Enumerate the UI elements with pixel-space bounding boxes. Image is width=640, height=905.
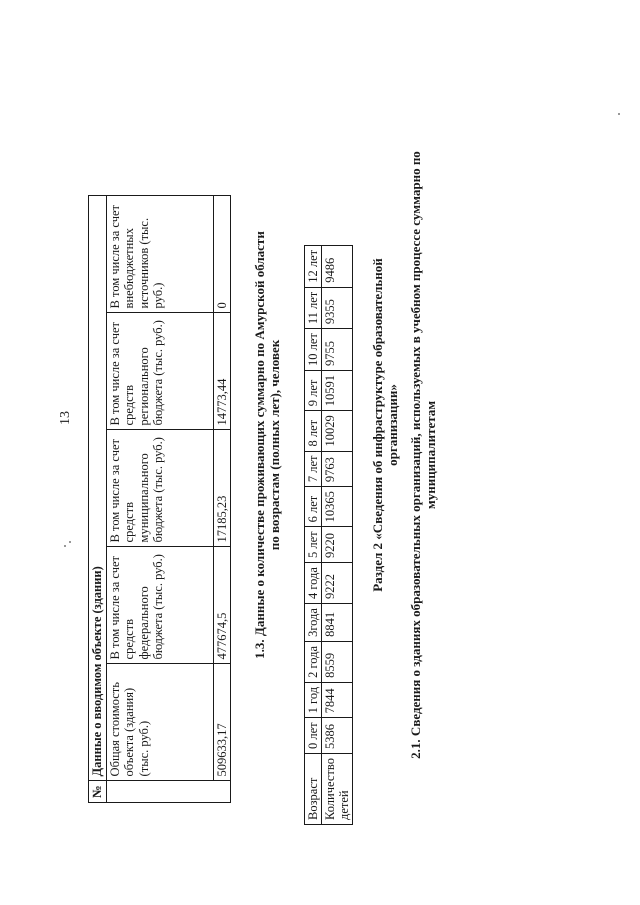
value-cell: 17185,23 bbox=[213, 430, 231, 547]
age-cell: 8 лет bbox=[305, 411, 322, 451]
count-cell: 8841 bbox=[322, 604, 353, 642]
heading-line: муниципалитетам bbox=[423, 400, 438, 510]
column-header: В том числе за счет средств регионального бюджета (тыс. руб.) bbox=[106, 313, 213, 430]
count-cell: 9755 bbox=[322, 329, 353, 371]
number-header: № bbox=[89, 781, 107, 803]
age-cell: 9 лет bbox=[305, 371, 322, 411]
section-2-title: Раздел 2 «Сведения об инфраструктуре образовательной организации» bbox=[370, 258, 400, 592]
age-cell: 11 лет bbox=[305, 287, 322, 328]
age-cell: 1 год bbox=[305, 682, 322, 717]
heading-1-3 bbox=[252, 185, 282, 705]
heading-line: 2.1. Сведения о зданиях образовательных организаций, используемых в учебном процессе суммарно по bbox=[408, 151, 423, 759]
column-header: Общая стоимость объекта (здания) (тыс. руб.) bbox=[106, 664, 213, 781]
age-distribution-table bbox=[304, 245, 353, 825]
heading-line: по возрастам (полных лет), человек bbox=[267, 339, 282, 551]
row-label: Количество детей bbox=[322, 754, 353, 825]
column-header: В том числе за счет внебюджетных источников (тыс. руб.) bbox=[106, 196, 213, 313]
age-cell: 4 года bbox=[305, 563, 322, 604]
count-cell: 5386 bbox=[322, 718, 353, 754]
age-cell: 0 лет bbox=[305, 718, 322, 754]
value-cell: 14773,44 bbox=[213, 313, 231, 430]
column-header: В том числе за счет средств федерального бюджета (тыс. руб.) bbox=[106, 547, 213, 664]
section-header: Данные о вводимом объекте (здании) bbox=[89, 196, 107, 781]
age-cell: 6 лет bbox=[305, 487, 322, 527]
count-cell: 9222 bbox=[322, 563, 353, 604]
heading-2-1 bbox=[408, 85, 438, 825]
row-label: Возраст bbox=[305, 754, 322, 825]
count-cell: 8559 bbox=[322, 641, 353, 682]
count-cell: 10029 bbox=[322, 411, 353, 451]
count-cell: 9355 bbox=[322, 287, 353, 328]
count-cell: 9486 bbox=[322, 245, 353, 287]
age-cell: 5 лет bbox=[305, 527, 322, 563]
empty-cell bbox=[106, 781, 231, 803]
count-cell: 9763 bbox=[322, 451, 353, 487]
heading-line: 1.3. Данные о количестве проживающих суммарно по Амурской области bbox=[252, 231, 267, 659]
scan-speck bbox=[618, 113, 620, 115]
count-cell: 7844 bbox=[322, 682, 353, 717]
age-cell: 7 лет bbox=[305, 451, 322, 487]
count-cell: 10365 bbox=[322, 487, 353, 527]
age-cell: 2 года bbox=[305, 641, 322, 682]
count-cell: 10591 bbox=[322, 371, 353, 411]
count-cell: 9220 bbox=[322, 527, 353, 563]
building-data-table bbox=[88, 195, 231, 803]
column-header: В том числе за счет средств муниципального бюджета (тыс. руб.) bbox=[106, 430, 213, 547]
scan-speck bbox=[69, 541, 71, 543]
age-cell: 10 лет bbox=[305, 329, 322, 371]
scan-speck bbox=[64, 545, 66, 547]
age-cell: 12 лет bbox=[305, 245, 322, 287]
value-cell: 509633,17 bbox=[213, 664, 231, 781]
age-cell: 3года bbox=[305, 604, 322, 642]
page-number: 13 bbox=[58, 411, 73, 425]
value-cell: 477674,5 bbox=[213, 547, 231, 664]
value-cell: 0 bbox=[213, 196, 231, 313]
